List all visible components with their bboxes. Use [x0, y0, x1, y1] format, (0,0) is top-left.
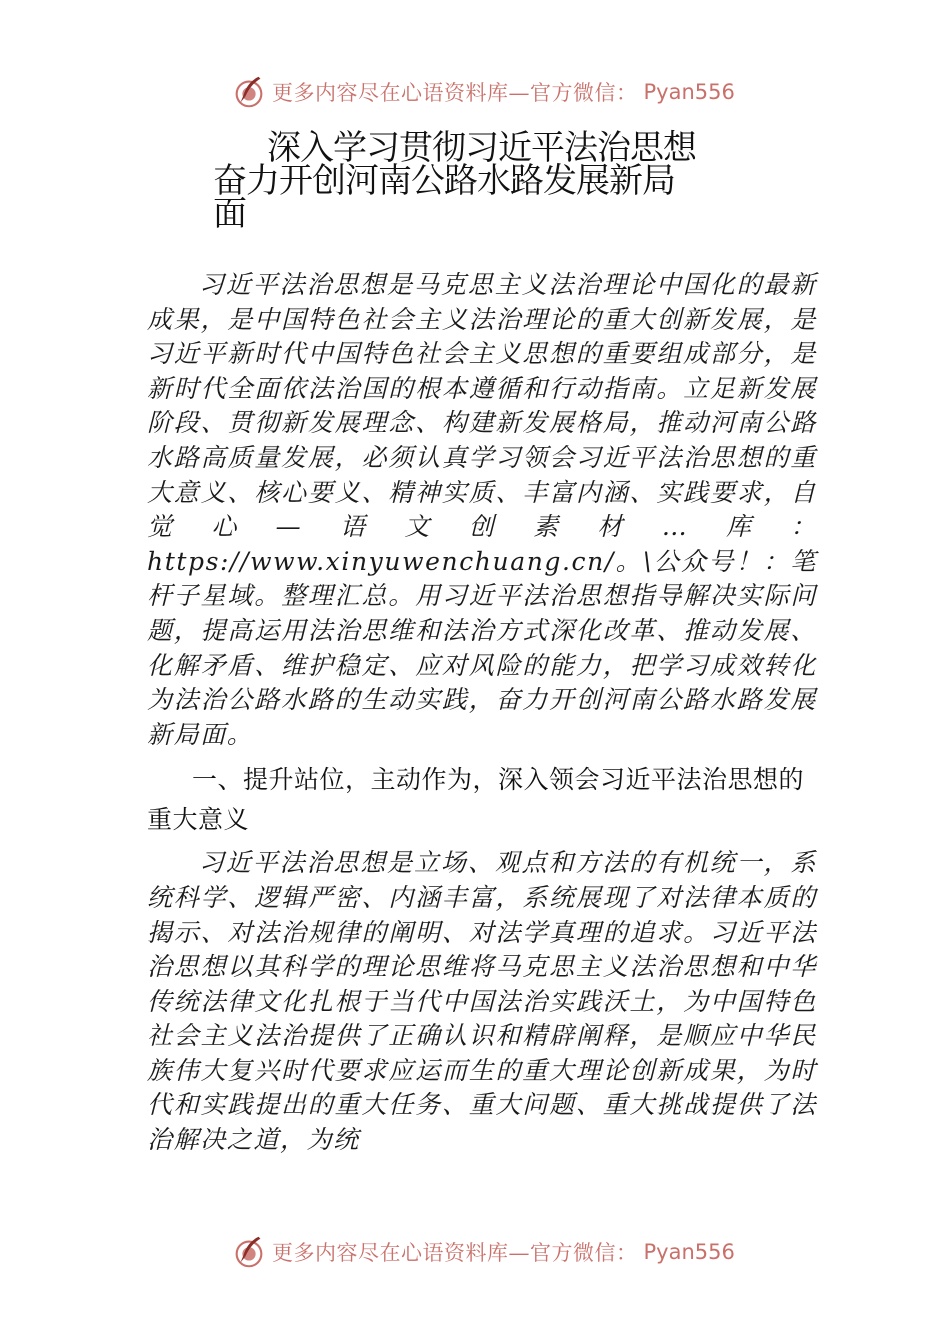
section-1-heading: 一、提升站位，主动作为，深入领会习近平法治思想的重大意义 [147, 765, 805, 835]
title-line-1: 深入学习贯彻习近平法治思想 [267, 128, 696, 168]
header-banner [230, 72, 750, 112]
title-line-2: 奋力开创河南公路水路发展新局 [213, 161, 675, 201]
footer-banner [230, 1232, 750, 1272]
quill-logo-icon [230, 1233, 268, 1271]
footer-banner-text: 更多内容尽在心语资料库—官方微信： [272, 1241, 638, 1265]
header-wechat-id: Pyan556 [643, 80, 735, 104]
header-banner-text: 更多内容尽在心语资料库—官方微信： [272, 81, 638, 105]
footer-wechat-id: Pyan556 [643, 1240, 735, 1264]
intro-paragraph: 习近平法治思想是马克思主义法治理论中国化的最新成果，是中国特色社会主义法治理论的重大创新发展，是习近平新时代中国特色社会主义思想的重要组成部分，是新时代全面依法治国的根本遵循和行动指南。立足新发展阶段、贯彻新发展理念、构建新发展格局，推动河南公路水路高质量发展，必须认真学习领会习近平法治思想的重大意义、核心要义、精神实质、丰富内涵、实践要求，自觉心—语文创素材…库：https://www.xinyuwenchuang.cn/。\公众号！：笔杆子星域。整理汇总。用习近平法治思想指导解决实际问题，提高运用法治思维和法治方式深化改革、推动发展、化解矛盾、维护稳定、应对风险的能力，把学习成效转化为法治公路水路的生动实践，奋力开创河南公路水路发展新局面。 [147, 270, 817, 749]
quill-logo-icon [230, 73, 268, 111]
section-1-paragraph: 习近平法治思想是立场、观点和方法的有机统一，系统科学、逻辑严密、内涵丰富，系统展现了对法律本质的揭示、对法治规律的阐明、对法学真理的追求。习近平法治思想以其科学的理论思维将马克思主义法治思想和中华传统法律文化扎根于当代中国法治实践沃土，为中国特色社会主义法治提供了正确认识和精辟阐释，是顺应中华民族伟大复兴时代要求应运而生的重大理论创新成果，为时代和实践提出的重大任务、重大问题、重大挑战提供了法治解决之道，为统 [147, 848, 817, 1155]
document-body [147, 268, 817, 1158]
title-line-3: 面 [213, 194, 246, 234]
document-title [213, 128, 753, 234]
